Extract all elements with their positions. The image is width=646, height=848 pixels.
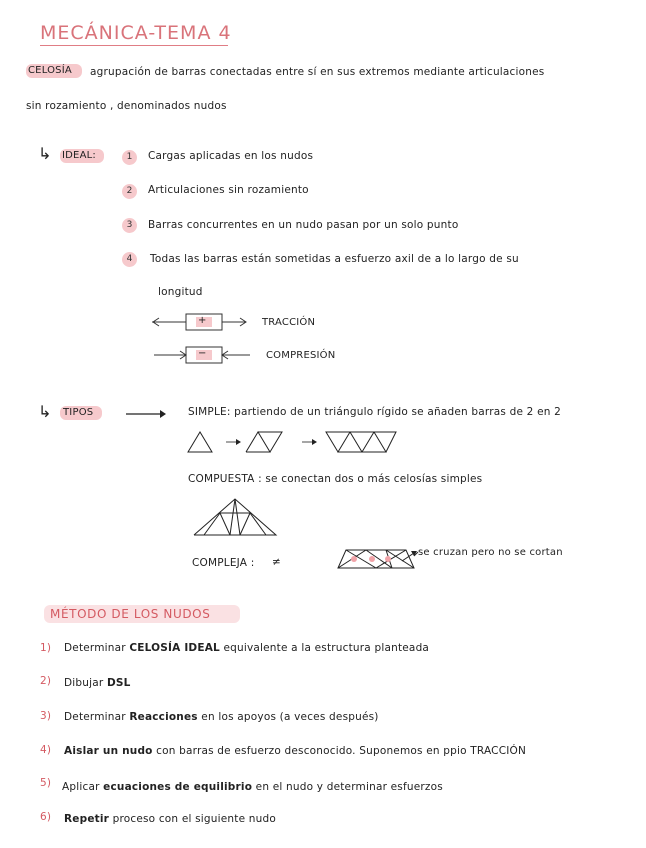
compresion-minus: − [198, 348, 207, 359]
step-1-bold: CELOSÍA IDEAL [129, 642, 220, 654]
step-num-6: 6) [40, 811, 52, 823]
step-6-bold: Repetir [64, 813, 110, 825]
step-2: Dibujar DSL [64, 677, 131, 689]
ideal-label: IDEAL: [62, 150, 96, 161]
ideal-item-4: Todas las barras están sometidas a esfuerzo axil de a lo largo de su [150, 253, 519, 265]
ideal-arrow-icon: ↳ [38, 144, 52, 163]
traccion-plus: + [198, 315, 207, 326]
ideal-item-4-cont: longitud [158, 286, 203, 298]
step-num-3: 3) [40, 710, 52, 722]
step-num-1: 1) [40, 642, 52, 654]
step-num-2: 2) [40, 675, 52, 687]
traccion-label: TRACCIÓN [262, 317, 316, 328]
definition-line-2: sin rozamiento , denominados nudos [26, 100, 227, 112]
ideal-item-3: Barras concurrentes en un nudo pasan por un solo punto [148, 219, 459, 231]
tipos-compuesta: COMPUESTA : se conectan dos o más celosías simples [188, 473, 483, 485]
ideal-num-3: 3 [122, 218, 137, 233]
step-4: Aislar un nudo con barras de esfuerzo desconocido. Suponemos en ppio TRACCIÓN [64, 745, 527, 757]
ideal-num-4: 4 [122, 252, 137, 267]
tipos-simple: SIMPLE: partiendo de un triángulo rígido se añaden barras de 2 en 2 [188, 406, 562, 418]
compresion-label: COMPRESIÓN [266, 350, 336, 361]
title-underline [40, 45, 228, 46]
ideal-num-1: 1 [122, 150, 137, 165]
tipos-arrow-icon: ↳ [38, 402, 52, 421]
step-1: Determinar CELOSÍA IDEAL equivalente a la estructura planteada [64, 642, 430, 654]
tipos-long-arrow-icon [126, 408, 166, 420]
definition-term: CELOSÍA [28, 65, 72, 76]
compuesta-truss-drawing [192, 497, 282, 539]
definition-line-1: agrupación de barras conectadas entre sí en sus extremos mediante articulaciones [90, 66, 545, 78]
step-num-4: 4) [40, 744, 52, 756]
cross-note-arrow-icon [402, 549, 418, 563]
step-2-bold: DSL [106, 677, 131, 689]
tipos-neq: ≠ [272, 556, 281, 568]
page-title: MECÁNICA-TEMA 4 [40, 22, 232, 44]
tipos-cross-note: se cruzan pero no se cortan [418, 547, 563, 558]
step-6: Repetir proceso con el siguiente nudo [64, 813, 276, 825]
step-5: Aplicar ecuaciones de equilibrio en el nudo y determinar esfuerzos [62, 781, 443, 793]
ideal-item-2: Articulaciones sin rozamiento [148, 184, 309, 196]
simple-truss-drawing [186, 430, 406, 456]
tipos-compleja: COMPLEJA : [192, 557, 255, 569]
ideal-num-2: 2 [122, 184, 137, 199]
step-num-5: 5) [40, 777, 52, 789]
tipos-label: TIPOS [63, 407, 94, 418]
step-3: Determinar Reacciones en los apoyos (a veces después) [64, 711, 379, 723]
ideal-item-1: Cargas aplicadas en los nudos [148, 150, 314, 162]
step-3-bold: Reacciones [129, 711, 198, 723]
step-5-bold: ecuaciones de equilibrio [103, 781, 253, 793]
step-4-bold: Aislar un nudo [64, 745, 153, 757]
metodo-title: MÉTODO DE LOS NUDOS [50, 607, 211, 621]
